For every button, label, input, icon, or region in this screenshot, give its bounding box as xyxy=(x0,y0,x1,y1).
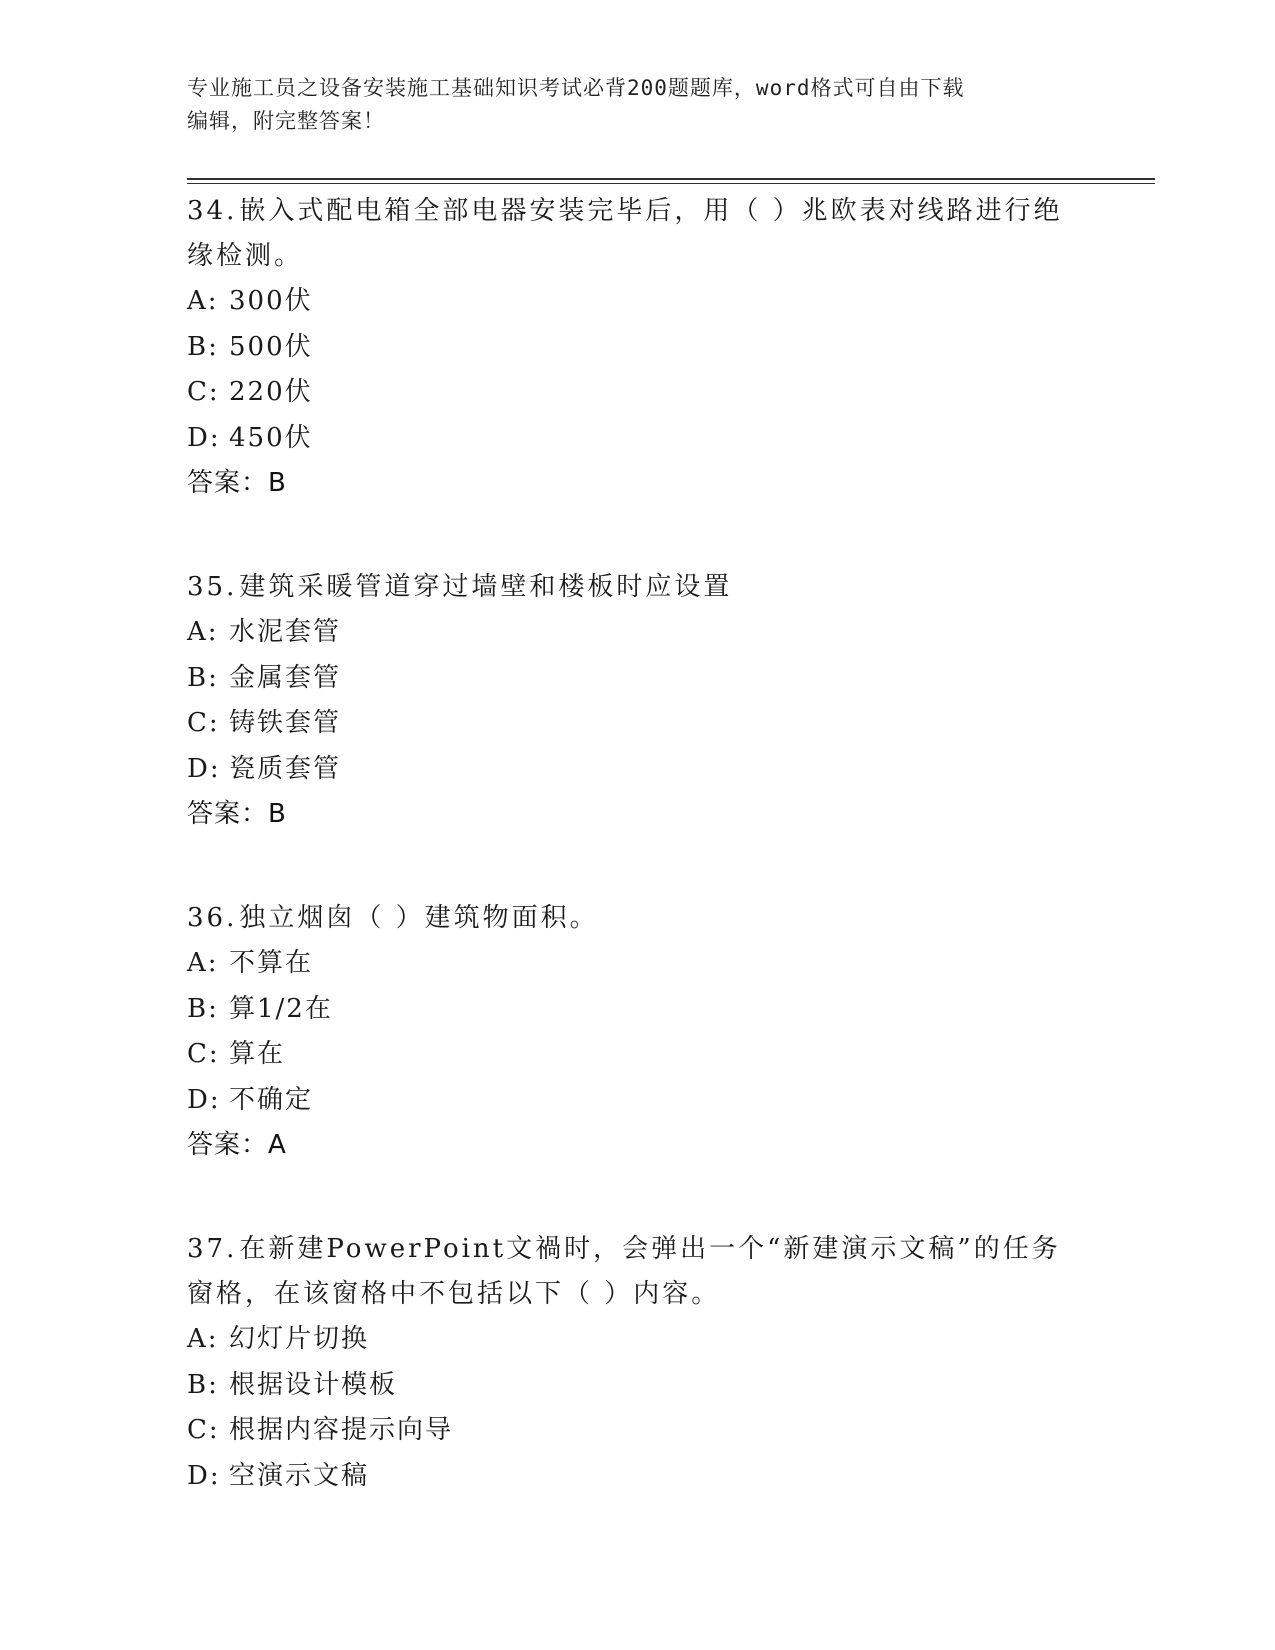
answer-line: 答案：A xyxy=(187,1130,287,1160)
option-letter: C: xyxy=(187,1415,220,1445)
option-text: 220伏 xyxy=(229,377,313,407)
option-letter: B: xyxy=(187,993,219,1024)
question-number: 35. xyxy=(187,572,238,602)
question-body: 建筑采暖管道穿过墙壁和楼板时应设置 xyxy=(239,572,733,602)
option-letter: A: xyxy=(187,617,219,647)
option-letter: A: xyxy=(187,1324,219,1354)
question-text xyxy=(187,189,1067,279)
option-a xyxy=(187,610,1067,656)
answer-line: 答案：B xyxy=(187,799,287,829)
option-b xyxy=(187,656,1067,702)
option-text: 根据设计模板 xyxy=(229,1369,398,1400)
question-number: 36. xyxy=(187,903,238,933)
option-letter: D: xyxy=(187,1084,221,1115)
option-letter: B: xyxy=(187,662,219,693)
question-35 xyxy=(187,565,1067,837)
option-letter: C: xyxy=(187,708,220,738)
option-b xyxy=(187,325,1067,371)
option-letter: D: xyxy=(187,422,221,453)
option-letter: B: xyxy=(187,1369,219,1400)
option-d xyxy=(187,416,1067,462)
question-text xyxy=(187,565,1067,610)
option-text: 不算在 xyxy=(229,948,314,978)
option-letter: C: xyxy=(187,1039,220,1069)
option-c xyxy=(187,370,1067,416)
option-text: 500伏 xyxy=(229,331,313,362)
question-list xyxy=(187,189,1067,1499)
option-a xyxy=(187,1317,1067,1363)
option-text: 不确定 xyxy=(229,1084,314,1115)
option-d xyxy=(187,1454,1067,1500)
question-body: 在新建PowerPoint文禍时，会弹出一个“新建演示文稿”的任务窗格，在该窗格中不包括以下（ ）内容。 xyxy=(187,1234,1061,1309)
option-c xyxy=(187,1032,1067,1078)
option-letter: C: xyxy=(187,377,220,407)
header-line-2: 编辑，附完整答案！ xyxy=(187,109,385,133)
question-text xyxy=(187,896,1067,941)
document-header xyxy=(187,72,1067,138)
option-text: 300伏 xyxy=(229,286,313,316)
option-text: 水泥套管 xyxy=(229,617,342,647)
option-c xyxy=(187,701,1067,747)
question-number: 34. xyxy=(187,196,238,226)
option-text: 瓷质套管 xyxy=(229,753,342,784)
answer-line: 答案：B xyxy=(187,468,287,498)
option-text: 铸铁套管 xyxy=(229,708,342,738)
option-b xyxy=(187,987,1067,1033)
option-letter: B: xyxy=(187,331,219,362)
question-text xyxy=(187,1227,1067,1317)
header-divider-thick xyxy=(187,178,1155,180)
option-b xyxy=(187,1363,1067,1409)
header-line-1: 专业施工员之设备安装施工基础知识考试必背200题题库，word格式可自由下载 xyxy=(187,76,965,100)
question-body: 嵌入式配电箱全部电器安装完毕后，用（ ）兆欧表对线路进行绝缘检测。 xyxy=(187,196,1063,271)
header-divider-thin xyxy=(187,183,1155,184)
question-34 xyxy=(187,189,1067,506)
option-text: 450伏 xyxy=(229,422,313,453)
option-letter: A: xyxy=(187,948,219,978)
option-c xyxy=(187,1408,1067,1454)
option-letter: D: xyxy=(187,1460,221,1491)
option-d xyxy=(187,747,1067,793)
option-text: 空演示文稿 xyxy=(229,1460,370,1491)
option-text: 算在 xyxy=(229,1039,286,1069)
option-a xyxy=(187,279,1067,325)
option-d xyxy=(187,1078,1067,1124)
question-body: 独立烟囱（ ）建筑物面积。 xyxy=(239,903,599,933)
option-text: 算1/2在 xyxy=(229,993,333,1024)
option-letter: A: xyxy=(187,286,219,316)
option-text: 幻灯片切换 xyxy=(229,1324,370,1354)
option-letter: D: xyxy=(187,753,221,784)
question-number: 37. xyxy=(187,1234,238,1264)
option-text: 根据内容提示向导 xyxy=(229,1415,454,1445)
option-a xyxy=(187,941,1067,987)
question-36 xyxy=(187,896,1067,1168)
question-37 xyxy=(187,1227,1067,1499)
option-text: 金属套管 xyxy=(229,662,342,693)
